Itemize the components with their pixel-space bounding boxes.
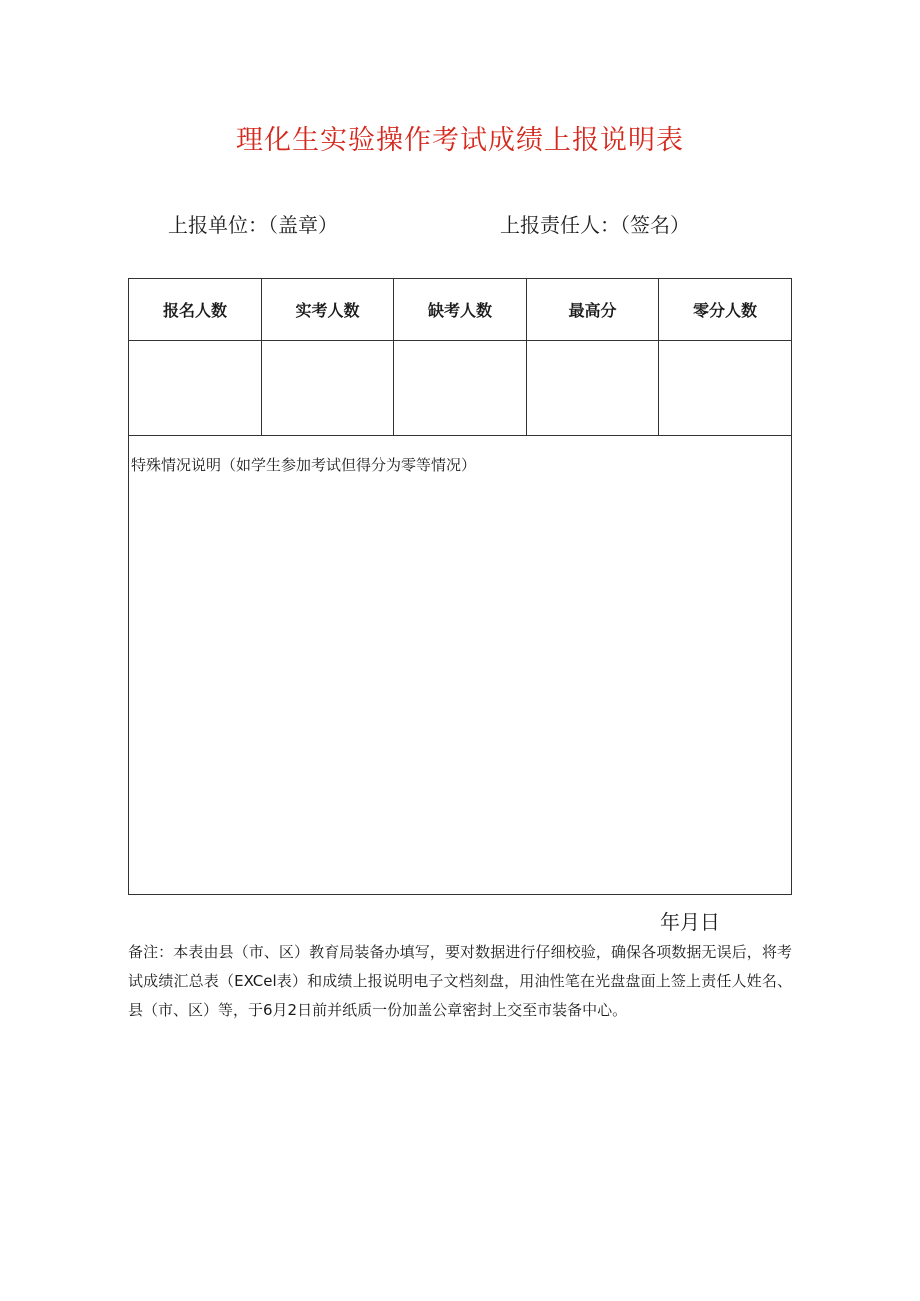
page-title: 理化生实验操作考试成绩上报说明表: [236, 125, 684, 156]
header-zero-score-count: 零分人数: [659, 279, 792, 341]
special-note-row: [129, 436, 792, 895]
header-actual-examinees: 实考人数: [262, 279, 394, 341]
remarks-text: 备注：本表由县（市、区）教育局装备办填写，要对数据进行仔细校验，确保各项数据无误后，将考试成绩汇总表（EXCel表）和成绩上报说明电子文档刻盘，用油性笔在光盘盘面上签上责任人姓名、县（市、区）等，于6月2日前并纸质一份加盖公章密封上交至市装备中心。: [128, 943, 792, 1019]
reporting-unit-label: 上报单位：（盖章）: [168, 213, 338, 237]
special-note-cell[interactable]: [129, 436, 792, 895]
header-absent-count: 缺考人数: [394, 279, 527, 341]
actual-examinees-cell[interactable]: [262, 341, 394, 436]
zero-score-count-cell[interactable]: [659, 341, 792, 436]
highest-score-cell[interactable]: [527, 341, 659, 436]
registered-count-cell[interactable]: [129, 341, 262, 436]
table-header-row: [129, 279, 792, 341]
special-note-label: 特殊情况说明（如学生参加考试但得分为零等情况）: [131, 456, 477, 474]
table-value-row: [129, 341, 792, 436]
date-label: 年月日: [660, 910, 720, 934]
score-report-table: [128, 278, 792, 895]
responsible-person-label: 上报责任人：（签名）: [500, 213, 690, 237]
header-highest-score: 最高分: [527, 279, 659, 341]
absent-count-cell[interactable]: [394, 341, 527, 436]
header-registered-count: 报名人数: [129, 279, 262, 341]
